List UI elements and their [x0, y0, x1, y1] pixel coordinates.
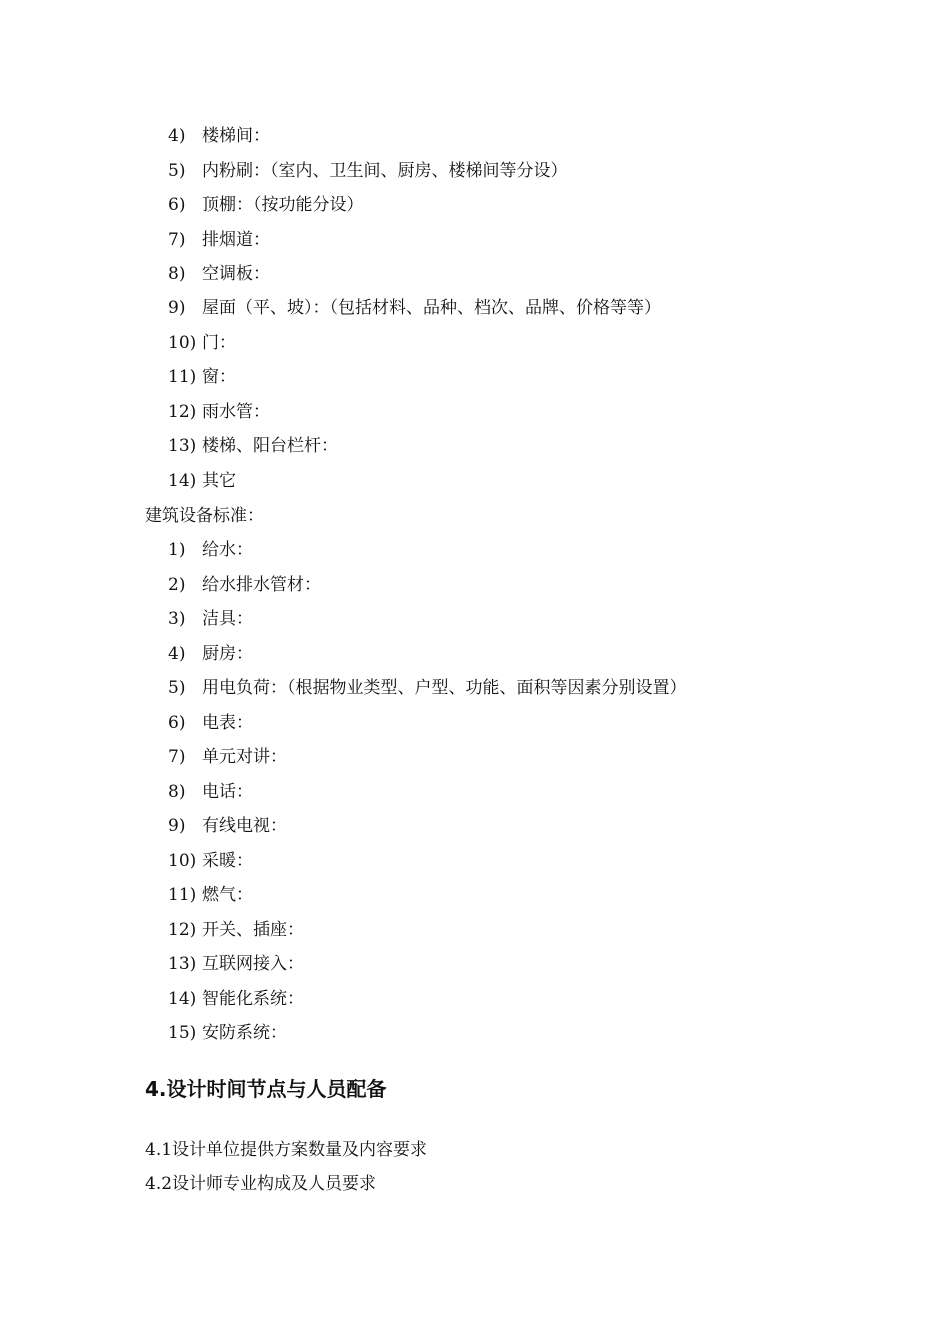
list-item-number: 3) [168, 609, 186, 629]
list-item-number: 13) [168, 436, 197, 456]
list-item-number: 9) [168, 298, 186, 318]
list-item-text: 单元对讲： [202, 747, 287, 767]
equipment-section-title: 建筑设备标准： [145, 506, 264, 526]
list-item-text: 门： [202, 333, 236, 353]
list-item-text: 楼梯间： [202, 126, 270, 146]
section-4-heading: 4.设计时间节点与人员配备 [145, 1077, 387, 1101]
list-item-number: 6) [168, 195, 186, 215]
list-item-text: 内粉刷：（室内、卫生间、厨房、楼梯间等分设） [202, 161, 568, 181]
list-item-text: 洁具： [202, 609, 253, 629]
list-item-text: 燃气： [202, 885, 253, 905]
list-item-text: 窗： [202, 367, 236, 387]
list-item-number: 5) [168, 161, 186, 181]
list-item-text: 有线电视： [202, 816, 287, 836]
section-4-1-title: 4.1设计单位提供方案数量及内容要求 [145, 1140, 428, 1160]
list-item-number: 12) [168, 920, 197, 940]
list-item-number: 5) [168, 678, 186, 698]
list-item-text: 用电负荷：（根据物业类型、户型、功能、面积等因素分别设置） [202, 678, 687, 698]
list-item-number: 10) [168, 333, 197, 353]
list-item-text: 屋面（平、坡）：（包括材料、品种、档次、品牌、价格等等） [202, 298, 661, 318]
list-item-text: 电话： [202, 782, 253, 802]
list-item-number: 8) [168, 264, 186, 284]
list-item-number: 4) [168, 126, 186, 146]
list-item-text: 楼梯、阳台栏杆： [202, 436, 338, 456]
list-item-number: 7) [168, 230, 186, 250]
list-item-number: 14) [168, 989, 197, 1009]
list-item-number: 4) [168, 644, 186, 664]
list-item-text: 空调板： [202, 264, 270, 284]
list-item-number: 2) [168, 575, 186, 595]
list-item-text: 雨水管： [202, 402, 270, 422]
list-item-number: 14) [168, 471, 197, 491]
list-item-text: 其它 [202, 471, 236, 491]
list-item-text: 厨房： [202, 644, 253, 664]
list-item-number: 6) [168, 713, 186, 733]
list-item-text: 采暖： [202, 851, 253, 871]
list-item-text: 电表： [202, 713, 253, 733]
list-item-number: 8) [168, 782, 186, 802]
list-item-number: 15) [168, 1023, 197, 1043]
list-item-text: 互联网接入： [202, 954, 304, 974]
list-item-number: 12) [168, 402, 197, 422]
list-item-number: 10) [168, 851, 197, 871]
list-item-number: 9) [168, 816, 186, 836]
list-item-text: 给水排水管材： [202, 575, 321, 595]
list-item-text: 给水： [202, 540, 253, 560]
list-item-text: 顶棚：（按功能分设） [202, 195, 364, 215]
list-item-number: 7) [168, 747, 186, 767]
list-item-text: 开关、插座： [202, 920, 304, 940]
list-item-number: 11) [168, 885, 197, 905]
list-item-number: 13) [168, 954, 197, 974]
list-item-text: 安防系统： [202, 1023, 287, 1043]
section-4-2-title: 4.2设计师专业构成及人员要求 [145, 1174, 377, 1194]
list-item-text: 智能化系统： [202, 989, 304, 1009]
list-item-number: 11) [168, 367, 197, 387]
list-item-number: 1) [168, 540, 186, 560]
list-item-text: 排烟道： [202, 230, 270, 250]
